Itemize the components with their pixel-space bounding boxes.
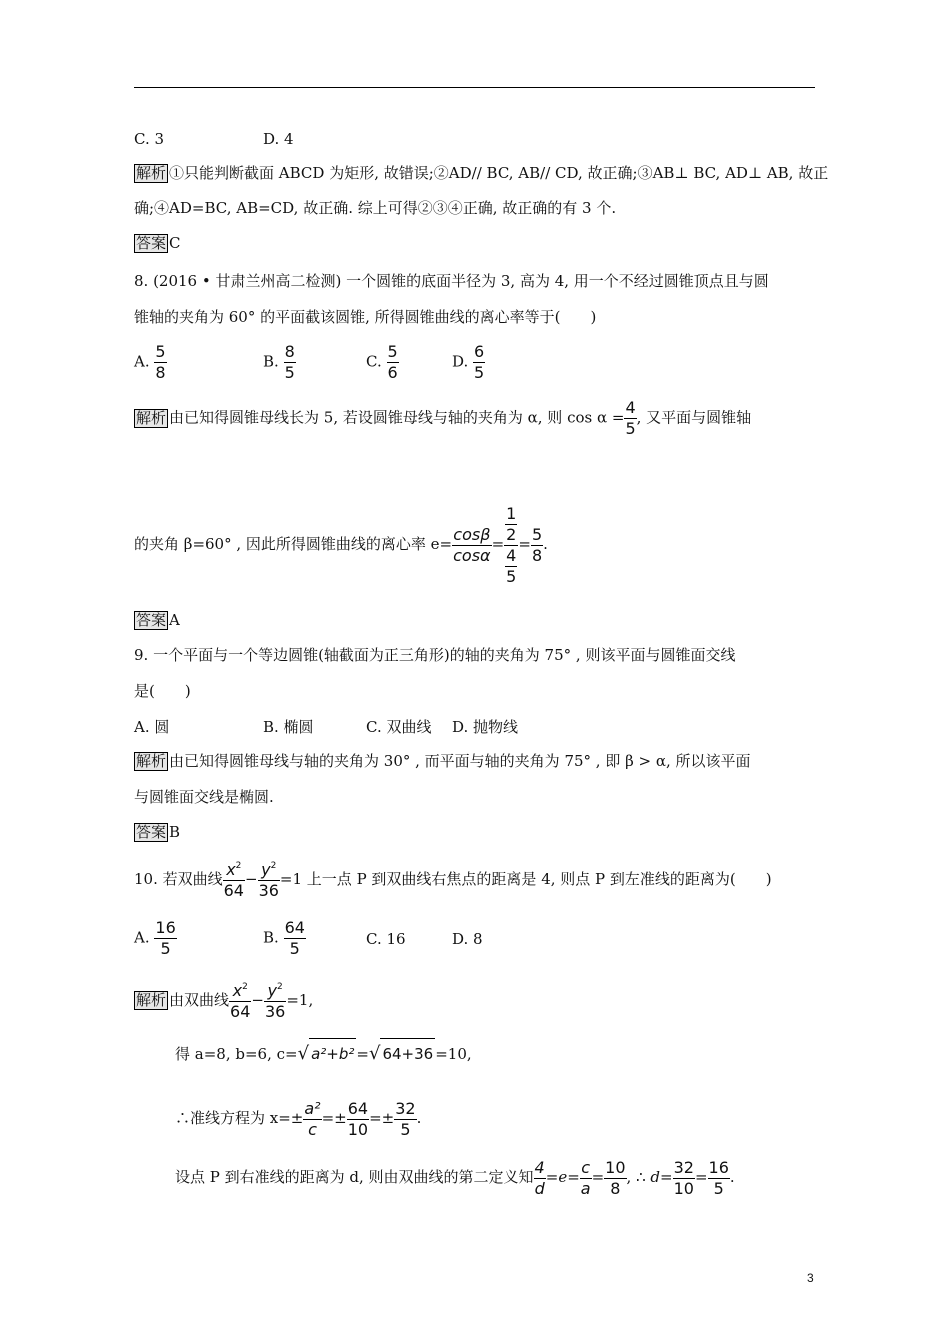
q8-answer: 答案 A [136, 611, 180, 629]
answer-tag: 答案 [136, 823, 167, 841]
q7-option-c: C. 3 [134, 130, 165, 148]
q10-option-d: D. 8 [452, 930, 483, 948]
q10-option-c: C. 16 [366, 930, 406, 948]
q8-stem-line-2: 锥轴的夹角为 60° 的平面截该圆锥, 所得圆锥曲线的离心率等于( ) [134, 308, 597, 326]
q7-answer: 答案 C [136, 234, 181, 252]
q8-option-a: A. $\frac{5}{8}$ [134, 342, 166, 382]
q10-analysis-line-3: ∴准线方程为 x=± $\frac{\text{a²}}{c}$ =± $\frac{64}{10}$ =± $\frac{32}{5}$ . [175, 1098, 422, 1139]
q7-analysis-line-2: 确;④AD=BC, AB=CD, 故正确. 综上可得②③④正确, 故正确的有 3 个. [134, 199, 617, 217]
analysis-tag: 解析 [136, 752, 167, 770]
q9-analysis-line-1: 解析 由已知得圆锥母线与轴的夹角为 30° , 而平面与轴的夹角为 75° , 即 β > α, 所以该平面 [136, 752, 751, 770]
q9-stem-line-1: 9. 一个平面与一个等边圆锥(轴截面为正三角形)的轴的夹角为 75° , 则该平面与圆锥面交线 [134, 646, 736, 664]
q9-stem-line-2: 是( ) [134, 682, 191, 700]
page-number: 3 [807, 1271, 814, 1285]
q10-option-a: A. $\frac{16}{5}$ [134, 918, 176, 958]
analysis-tag: 解析 [136, 408, 167, 427]
header-rule [134, 87, 815, 88]
q8-stem-line-1: 8. (2016 • 甘肃兰州高二检测) 一个圆锥的底面半径为 3, 高为 4, 用一个不经过圆锥顶点且与圆 [134, 272, 769, 290]
q8-option-b: B. $\frac{8}{5}$ [263, 342, 295, 382]
q7-analysis-line-1: 解析 ①只能判断截面 ABCD 为矩形, 故错误;②AD// BC, AB// CD, 故正确;③AB⊥ BC, AD⊥ AB, 故正 [136, 164, 829, 182]
q7-option-d: D. 4 [263, 130, 294, 148]
q10-option-b: B. $\frac{64}{5}$ [263, 918, 305, 958]
q9-analysis-line-2: 与圆锥面交线是椭圆. [134, 788, 274, 806]
answer-tag: 答案 [136, 234, 167, 252]
q10-analysis-line-2: 得 a=8, b=6, c=√ a²+b² =√ 64+36 =10, [175, 1038, 472, 1069]
q10-analysis-line-4: 设点 P 到右准线的距离为 d, 则由双曲线的第二定义知 $\frac{4}{d}$ =e= $\frac{c}{a}$ = $\frac{10}{8}$ , ∴ d= $\frac{32}{10}$ = $\frac{16}{5}$ . [175, 1157, 735, 1198]
analysis-tag: 解析 [136, 991, 167, 1009]
q10-analysis-line-1: 解析 由双曲线 $\frac{x^2}{64}$ − $\frac{y^2}{36}$ =1, [136, 980, 314, 1021]
q8-option-c: C. $\frac{5}{6}$ [366, 342, 398, 382]
q9-option-d: D. 抛物线 [452, 718, 519, 736]
q8-analysis-line-2: 的夹角 β=60° , 因此所得圆锥曲线的离心率 e= $\frac{\cos\beta}{\cos\alpha}$ = $\frac{\frac{1}{2}}{\frac{4}{5}}$ = $\frac{5}{8}$ . [134, 503, 548, 586]
answer-tag: 答案 [136, 611, 167, 629]
q9-option-a: A. 圆 [134, 718, 170, 736]
analysis-tag: 解析 [136, 164, 167, 182]
q10-stem: 10. 若双曲线 $\frac{x^2}{64}$ − $\frac{y^2}{36}$ =1 上一点 P 到双曲线右焦点的距离是 4, 则点 P 到左准线的距离为( ) [134, 859, 772, 900]
q9-option-b: B. 椭圆 [263, 718, 314, 736]
q9-answer: 答案 B [136, 823, 181, 841]
q8-option-d: D. $\frac{6}{5}$ [452, 342, 485, 382]
q9-option-c: C. 双曲线 [366, 718, 432, 736]
q8-analysis-line-1: 解析 由已知得圆锥母线长为 5, 若设圆锥母线与轴的夹角为 α, 则 cos α = $\frac{4}{5}$ , 又平面与圆锥轴 [136, 398, 752, 438]
